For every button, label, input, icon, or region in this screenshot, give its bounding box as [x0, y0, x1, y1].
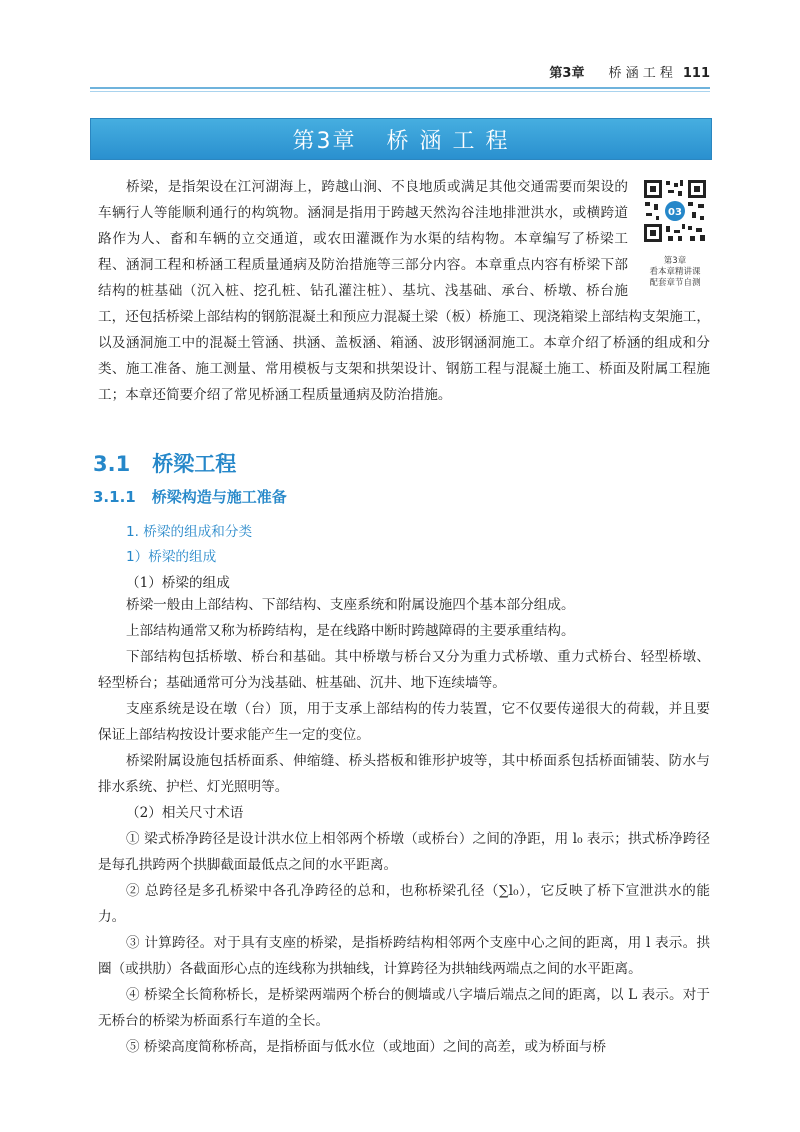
paragraph-substructure: 下部结构包括桥墩、桥台和基础。其中桥墩与桥台又分为重力式桥墩、重力式桥台、轻型桥墩、轻型桥台；基础通常可分为浅基础、桩基础、沉井、地下连续墙等。	[98, 649, 710, 691]
qr-block[interactable]	[640, 178, 710, 289]
heading-1-1: 1）桥梁的组成	[126, 549, 217, 565]
term-total-span: ② 总跨径是多孔桥梁中各孔净跨径的总和，也称桥梁孔径（∑l₀），它反映了桥下宣泄洪水的能力。	[98, 883, 710, 925]
term-calculated-span: ③ 计算跨径。对于具有支座的桥梁，是指桥跨结构相邻两个支座中心之间的距离，用 l 表示。拱圈（或拱肋）各截面形心点的连线称为拱轴线，计算跨径为拱轴线两端点之间的水平距离。	[98, 935, 710, 977]
paragraph-bearing: 支座系统是设在墩（台）顶，用于支承上部结构的传力装置，它不仅要传递很大的荷载，并且要保证上部结构按设计要求能产生一定的变位。	[98, 701, 710, 743]
running-head-title: 桥 涵 工 程	[608, 66, 673, 81]
qr-code-icon[interactable]	[642, 178, 708, 244]
qr-caption-line3: 配套章节自测	[649, 278, 701, 288]
paragraph-superstructure: 上部结构通常又称为桥跨结构，是在线路中断时跨越障碍的主要承重结构。	[126, 623, 575, 639]
heading-1: 1. 桥梁的组成和分类	[126, 524, 253, 540]
subheading-terms: （2）相关尺寸术语	[126, 805, 244, 821]
qr-caption-line2: 看本章精讲课	[649, 267, 701, 277]
running-head	[0, 62, 710, 82]
term-bridge-length: ④ 桥梁全长简称桥长，是桥梁两端两个桥台的侧墙或八字墙后端点之间的距离，以 L 表示。对于无桥台的桥梁为桥面系行车道的全长。	[98, 987, 710, 1029]
subsection-number: 3.1.1	[93, 488, 136, 506]
chapter-intro	[98, 174, 710, 408]
chapter-title: 桥 涵 工 程	[386, 128, 510, 154]
section-title: 桥梁工程	[152, 452, 237, 476]
term-bridge-height: ⑤ 桥梁高度简称桥高，是指桥面与低水位（或地面）之间的高差，或为桥面与桥	[126, 1039, 607, 1055]
chapter-banner	[90, 118, 712, 160]
intro-text: 桥梁，是指架设在江河湖海上，跨越山涧、不良地质或满足其他交通需要而架设的车辆行人等能顺利通行的构筑物。涵洞是指用于跨越天然沟谷洼地排泄洪水，或横跨道路作为人、畜和车辆的立交通道，或农田灌溉作为水渠的结构物。本章编写了桥梁工程、涵洞工程和桥涵工程质量通病及防治措施等三部分内容。本章重点内容有桥梁下部结构的桩基础（沉入桩、挖孔桩、钻孔灌注桩）、基坑、浅基础、承台、桥墩、桥台施工，还包括桥梁上部结构的钢筋混凝土和预应力混凝土梁（板）桥施工、现浇箱梁上部结构支架施工，以及涵洞施工中的混凝土管涵、拱涵、盖板涵、箱涵、波形钢涵洞施工。本章介绍了桥涵的组成和分类、施工准备、施工测量、常用模板与支架和拱架设计、钢筋工程与混凝土施工、桥面及附属工程施工；本章还简要介绍了常见桥涵工程质量通病及防治措施。	[98, 179, 710, 403]
subsection-heading	[93, 486, 287, 507]
paragraph-composition: 桥梁一般由上部结构、下部结构、支座系统和附属设施四个基本部分组成。	[126, 597, 575, 613]
section-number: 3.1	[93, 452, 131, 476]
header-rule-thin	[90, 91, 710, 92]
running-head-chapter: 第3章	[549, 66, 585, 81]
chapter-number: 第3章	[292, 128, 357, 154]
qr-badge: 03	[668, 207, 682, 218]
body-text	[98, 592, 710, 1060]
qr-caption	[640, 256, 710, 289]
subheading-composition: （1）桥梁的组成	[126, 575, 230, 591]
header-rule	[90, 87, 710, 89]
section-heading	[93, 448, 236, 478]
paragraph-ancillary: 桥梁附属设施包括桥面系、伸缩缝、桥头搭板和锥形护坡等，其中桥面系包括桥面铺装、防水与排水系统、护栏、灯光照明等。	[98, 753, 710, 795]
subsection-title: 桥梁构造与施工准备	[151, 488, 287, 506]
qr-caption-line1: 第3章	[663, 256, 687, 266]
page-number: 111	[682, 66, 710, 81]
term-clear-span: ① 梁式桥净跨径是设计洪水位上相邻两个桥墩（或桥台）之间的净距，用 l₀ 表示；拱式桥净跨径是每孔拱跨两个拱脚截面最低点之间的水平距离。	[98, 831, 710, 873]
